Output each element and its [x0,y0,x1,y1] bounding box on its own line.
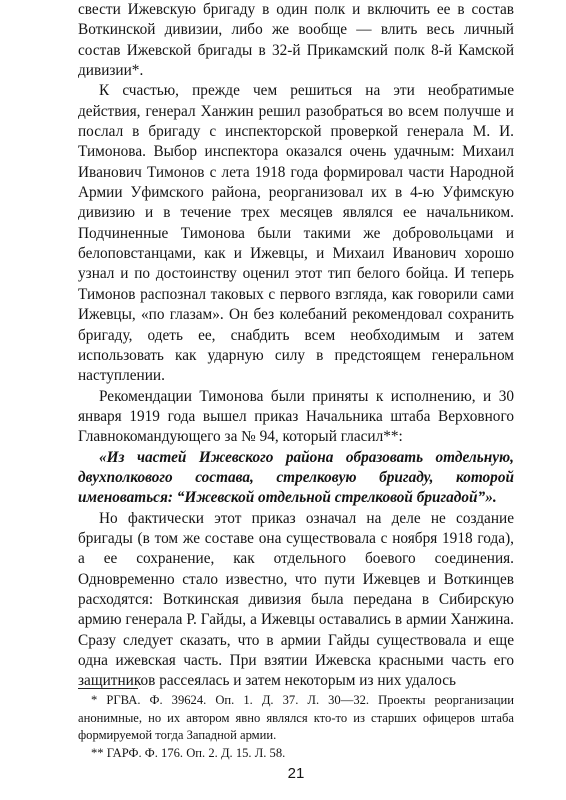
footnote: ** ГАРФ. Ф. 176. Оп. 2. Д. 15. Л. 58. [91,745,286,760]
book-page [78,0,514,800]
footnotes [78,692,514,762]
order-quote: «Из частей Ижевского района образовать отдельную, двухполкового состава, стрелковую бригаду, которой именоваться: “Ижевской отдельной стрелковой бригадой”». [78,448,514,507]
body-text [78,0,514,692]
footnote-divider [78,688,138,689]
paragraph: Рекомендации Тимонова были приняты к исполнению, и 30 января 1919 года вышел приказ Начальника штаба Верховного Главнокомандующего за № 94, который гласил**: [78,387,514,446]
paragraph: свести Ижевскую бригаду в один полк и включить ее в состав Воткинской дивизии, либо же вообще — влить весь личный состав Ижевской бригады в 32-й Прикамский полк 8-й Камской дивизии*. [78,1,514,80]
footnote: * РГВА. Ф. 39624. Оп. 1. Д. 37. Л. 30—32. Проекты реорганизации анонимные, но их автором явно являлся кто-то из старших офицеров штаба формируемой тогда Западной армии. [78,693,514,742]
page-number: 21 [287,765,305,782]
paragraph: Но фактически этот приказ означал на деле не создание бригады (в том же составе она существовала с ноября 1918 года), а ее сохранение, как отдельного боевого соединения. Одновременно стало известно, что пути Ижевцев и Воткинцев расходятся: Воткинская дивизия была передана в Сибирскую армию генерала Р. Гайды, а Ижевцы оставались в армии Ханжина. Сразу следует сказать, что в армии Гайды существовала и еще одна ижевская часть. При взятии Ижевска красными часть его защитников рассеялась и затем некоторым из них удалось [78,509,514,690]
paragraph: К счастью, прежде чем решиться на эти необратимые действия, генерал Ханжин решил разобраться во всем получше и послал в бригаду с инспекторской проверкой генерала М. И. Тимонова. Выбор инспектора оказался очень удачным: Михаил Иванович Тимонов с лета 1918 года формировал части Народной Армии Уфимского района, реорганизовал их в 4-ю Уфимскую дивизию и в течение трех месяцев являлся ее начальником. Подчиненные Тимонова были такими же добровольцами и белоповстанцами, как и Ижевцы, и Михаил Иванович хорошо узнал и по достоинству оценил этот тип белого бойца. И теперь Тимонов распознал таковых с первого взгляда, как говорили сами Ижевцы, «по глазам». Он без колебаний рекомендовал сохранить бригаду, одеть ее, снабдить всем необходимым и затем использовать как ударную силу в предстоящем генеральном наступлении. [78,82,514,385]
